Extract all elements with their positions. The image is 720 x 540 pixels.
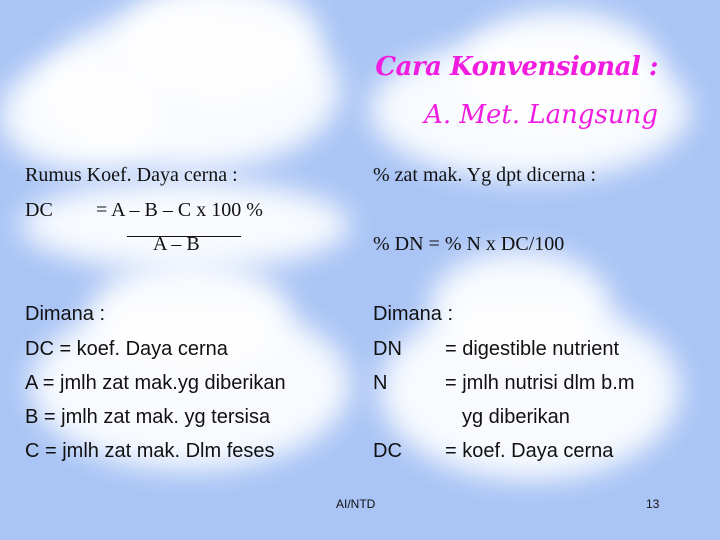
right-heading: % zat mak. Yg dpt dicerna : xyxy=(373,164,597,186)
left-def-c: C = jmlh zat mak. Dlm feses xyxy=(25,440,275,462)
right-def-n: = jmlh nutrisi dlm b.m xyxy=(445,372,635,394)
dn-formula: % DN = % N x DC/100 xyxy=(373,233,565,255)
right-def-dc: = koef. Daya cerna xyxy=(445,440,614,462)
right-term-dc: DC xyxy=(373,440,402,462)
left-def-b: B = jmlh zat mak. yg tersisa xyxy=(25,406,271,428)
slide-title: Cara Konvensional : xyxy=(375,52,658,82)
left-def-dc: DC = koef. Daya cerna xyxy=(25,338,228,360)
left-def-a: A = jmlh zat mak.yg diberikan xyxy=(25,372,286,394)
right-dimana: Dimana : xyxy=(373,303,454,325)
right-term-n: N xyxy=(373,372,388,394)
left-dimana: Dimana : xyxy=(25,303,106,325)
formula-denominator: A – B xyxy=(153,233,200,255)
footer-author: AI/NTD xyxy=(336,497,376,511)
right-def-n-cont: yg diberikan xyxy=(462,406,570,428)
formula-numerator: = A – B – C x 100 % xyxy=(96,199,263,221)
slide-subtitle: A. Met. Langsung xyxy=(424,100,658,130)
right-term-dn: DN xyxy=(373,338,402,360)
right-def-dn: = digestible nutrient xyxy=(445,338,620,360)
page-number: 13 xyxy=(646,497,660,511)
formula-title: Rumus Koef. Daya cerna : xyxy=(25,164,238,186)
dc-label: DC xyxy=(25,199,53,221)
